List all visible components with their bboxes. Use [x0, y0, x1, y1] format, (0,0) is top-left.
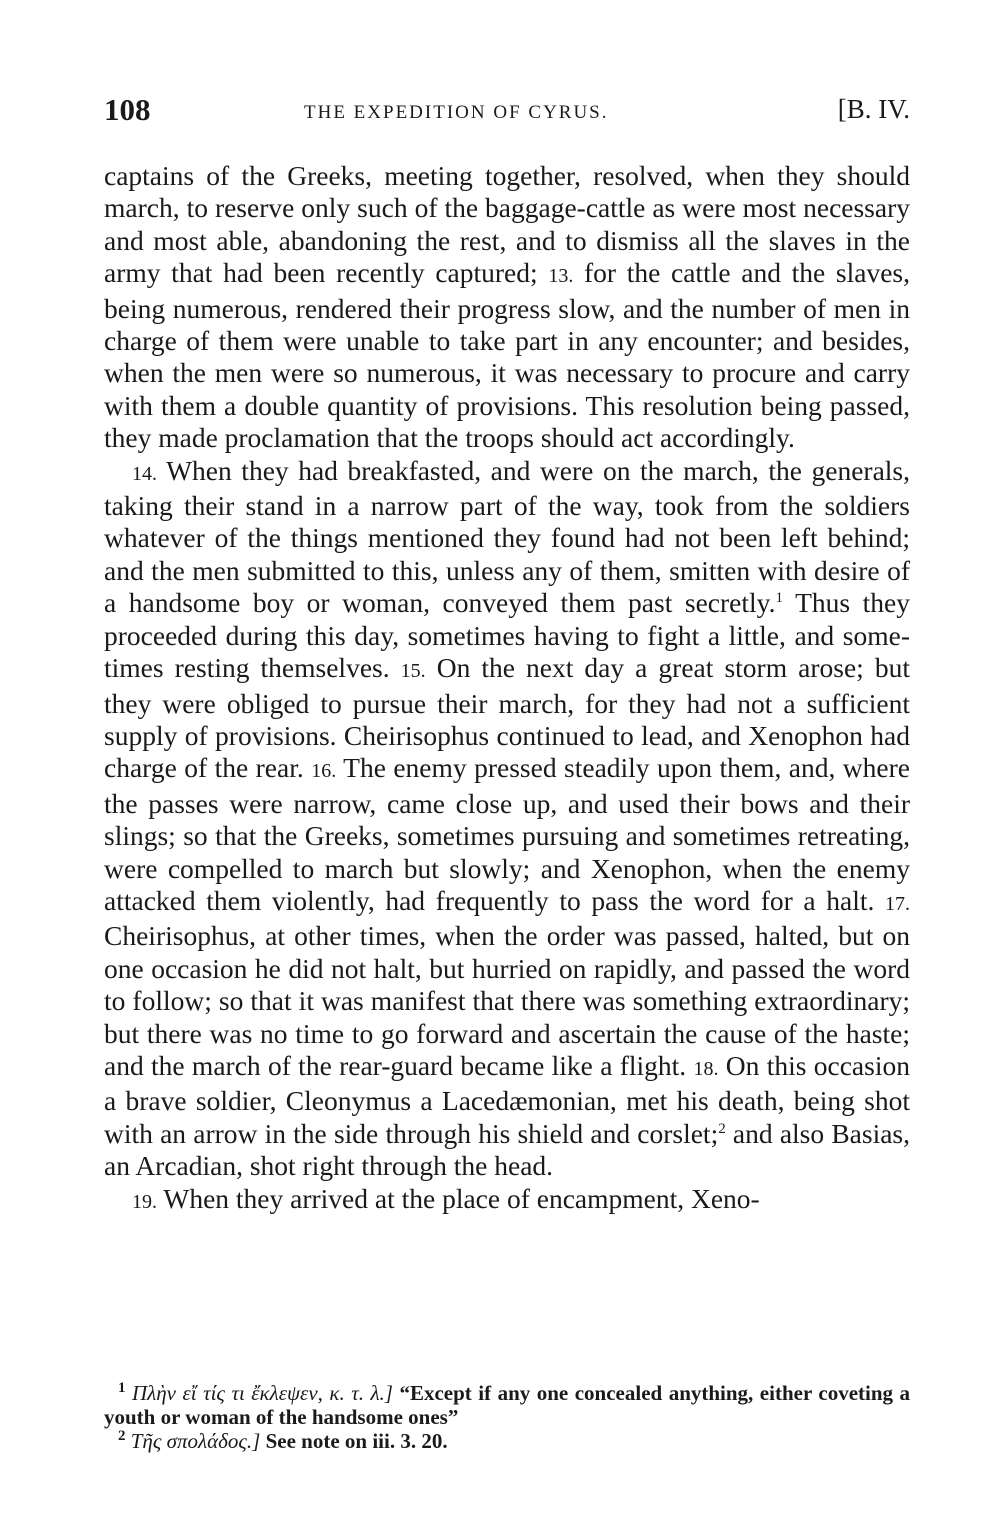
text-run: On the next day a great storm arose; but they were obliged to pursue their march, for they had not a sufficient supply of provisions. Cheirisophus continued to lead, and Xenophon had charge of the rear. [104, 652, 910, 784]
text-run: When they arrived at the place of encampment, Xeno- [157, 1182, 760, 1214]
footnote-text: See note on iii. 3. 20. [260, 1429, 448, 1453]
footnote-ref: 2 [718, 1120, 726, 1137]
footnotes [104, 1381, 910, 1453]
footnote-ref: 1 [775, 590, 783, 607]
greek-quote: Τῆς σπολάδος.] [130, 1429, 261, 1453]
text-run: captains of the Greeks, meeting together, resolved, when they should march, to reserve only such of the baggage-cattle as were most necessary and most able, abandoning the rest, and to dismiss all the slaves in the army that had been recently captured; [104, 160, 910, 289]
section-number: 13. [548, 265, 574, 288]
running-title: THE EXPEDITION OF CYRUS. [304, 102, 609, 123]
text-run: Thus they proceeded during this day, sometimes having to fight a little, and sometimes resting themselves. [104, 587, 910, 684]
footnote-marker: 2 [118, 1428, 126, 1444]
section-number: 16. [311, 760, 337, 783]
section-number: 18. [693, 1057, 719, 1080]
text-run: The enemy pressed steadily upon them, and, where the passes were narrow, came close up, and used their bows and their slings; so that the Greeks, sometimes pursuing and sometimes retreating, were compelled to march but slowly; and Xenophon, when the enemy attacked them violently, had frequently to pass the word for a halt. [104, 752, 910, 916]
footnote-marker: 1 [118, 1380, 126, 1396]
paragraph-continued [104, 160, 910, 455]
section-number: 17. [885, 892, 910, 915]
main-text [104, 160, 910, 1218]
footnote-1 [104, 1381, 910, 1429]
paragraph [104, 455, 910, 1183]
page-number: 108 [104, 92, 151, 127]
footnote-2 [104, 1429, 910, 1453]
greek-quote: Πλὴν εἴ τίς τι ἔκλεψεν, κ. τ. λ.] [132, 1381, 393, 1405]
text-run: for the cattle and the slaves, being numerous, rendered their progress slow, and the number of men in charge of them were unable to take part in any encounter; and besides, when the men were so numerous, it was necessary to procure and carry with them a double quantity of provisions. This resolution being passed, they made proclamation that the troops should act accordingly. [104, 257, 910, 454]
page-header [104, 92, 910, 132]
section-number: 15. [400, 660, 426, 683]
paragraph [104, 1183, 910, 1218]
section-number: 19. [132, 1190, 157, 1213]
book-reference: [B. IV. [837, 94, 910, 124]
text-run: When they had breakfasted, and were on the march, the generals, taking their stand in a narrow part of the way, took from the soldiers whatever of the things mentioned they found had not been left behind; and the men submitted to this, unless any of them, smitten with desire of a handsome boy or woman, conveyed them past secretly. [104, 454, 910, 619]
section-number: 14. [132, 462, 157, 485]
text-run: On this occasion a brave soldier, Cleonymus a Lacedæmonian, met his death, being shot with an arrow in the side through his shield and corslet; [104, 1049, 910, 1149]
text-run: Cheirisophus, at other times, when the order was passed, halted, but on one occasion he did not halt, but hurried on rapidly, and passed the word to follow; so that it was manifest that there was something extraordinary; but there was no time to go forward and ascertain the cause of the haste; and the march of the rear-guard became like a flight. [104, 920, 910, 1081]
footnote-text: “Except if any one concealed anything, either coveting a youth or woman of the handsome ones” [104, 1381, 911, 1429]
text-run: and also Basias, an Arcadian, shot right through the head. [104, 1117, 910, 1182]
